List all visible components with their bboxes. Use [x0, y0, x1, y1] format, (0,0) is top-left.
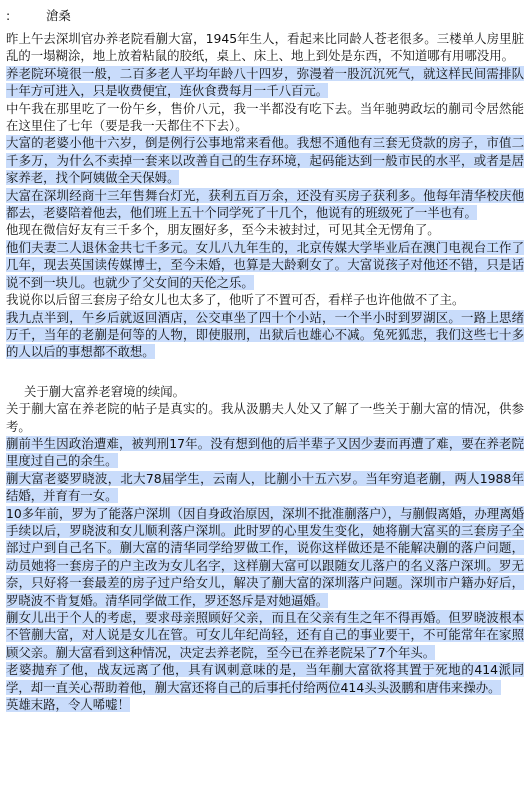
- document-title: 滄桑: [46, 8, 71, 23]
- paragraph-text: 英雄末路，令人唏嘘！: [6, 697, 130, 713]
- paragraph: [6, 505, 524, 609]
- paragraph: [6, 400, 524, 435]
- paragraph: [6, 239, 524, 291]
- paragraph: [6, 221, 524, 238]
- paragraph-text: 蒯前半生因政治遭难，被判刑17年。没有想到他的后半辈子又因少妻而再遭了难，要在养老院里度过自己的余生。: [6, 435, 524, 469]
- paragraph: [6, 100, 524, 135]
- paragraph-text: 老婆抛弃了他，战友远离了他，具有讽刺意味的是，当年蒯大富欲将其置于死地的414派同学，却一直关心帮助着他，蒯大富还将自己的后事托付给两位414头头汲鹏和唐伟来操办。: [6, 662, 524, 695]
- paragraph: [6, 661, 524, 696]
- paragraph-text: 昨上午去深圳官办养老院看蒯大富，1945年生人，看起来比同龄人苍老很多。三楼单人房里脏乱的一塌糊涂，地上放着粘鼠的胶纸，桌上、床上、地上到处是东西，不知道哪有用哪没用。: [6, 31, 524, 64]
- paragraph: [6, 470, 524, 505]
- paragraph: [6, 696, 524, 713]
- document-header: [6, 0, 524, 30]
- section-followup: [6, 400, 524, 713]
- header-marker: :: [6, 7, 11, 23]
- paragraph-text: 他现在微信好友有三千多个，朋友圈好多，至今未被封过，可见其全无愣角了。: [6, 222, 440, 238]
- section-subtitle: 关于蒯大富养老窘境的续闻。: [24, 383, 186, 399]
- paragraph-text: 10多年前，罗为了能落户深圳（因自身政治原因，深圳不批准蒯落户），与蒯假离婚，办理离婚手续以后，罗晓波和女儿顺利落户深圳。此时罗的心里发生变化，她将蒯大富买的三套房子全部过户到自己名下。蒯大富的清华同学给罗做工作，说你这样做还是不能解决蒯的落户问题，动员她将一套房子的户主改为女儿名字，这样蒯大富可以跟随女儿落户的名义落户深圳。罗无奈，只好将一套最差的房子过户给女儿，解决了蒯大富的深圳落户问题。深圳市户籍办好后，罗晓波不肯复婚。清华同学做工作，罗还怒斥是对她逼婚。: [6, 505, 524, 608]
- paragraph-text: 关于蒯大富在养老院的帖子是真实的。我从汲鹏夫人处又了解了一些关于蒯大富的情况，供参考。: [6, 401, 524, 434]
- paragraph: [6, 30, 524, 65]
- paragraph: [6, 609, 524, 661]
- paragraph-text: 蒯大富老婆罗晓波，北大78届学生，云南人，比蒯小十五六岁。当年穷追老蒯，两人1988年结婚，并育有一女。: [6, 470, 524, 504]
- paragraph-text: 蒯女儿出于个人的考虑，要求母亲照顾好父亲，而且在父亲有生之年不得再婚。但罗晓波根本不管蒯大富，对人说是女儿在管。可女儿年纪尚轻，还有自己的事业要干，不可能常年在家照顾父亲。蒯大富看到这种情况，决定去养老院，至今已在养老院呆了7个年头。: [6, 610, 524, 660]
- paragraph: [6, 65, 524, 100]
- paragraph-text: 我说你以后留三套房子给女儿也太多了，他听了不置可否，看样子也许他做不了主。: [6, 292, 465, 308]
- paragraph-text: 他们夫妻二人退休金共七千多元。女儿八九年生的，北京传媒大学毕业后在澳门电视台工作了几年，现去英国读传媒博士，至今未婚，也算是大龄剩女了。大富说孩子对他还不错，只是话说不到一块儿。也就少了父女间的天伦之乐。: [6, 239, 524, 290]
- paragraph-text: 我九点半到，午乡后就返回酒店，公交車坐了四十个小站，一个半小时到罗湖区。一路上思绪万千，当年的老蒯是何等的人物，即使服刑，出狱后也雄心不减。兔死狐悲，我们这些七十多的人以后的事想都不敢想。: [6, 309, 524, 360]
- paragraph: [6, 187, 524, 222]
- paragraph-text: 中午我在那里吃了一份午乡，售价八元，我一半都没有吃下去。当年驰骋政坛的蒯司令居然能在这里住了七年（要是我一天都住不下去）。: [6, 100, 524, 134]
- paragraph: [6, 291, 524, 308]
- section-gap: [6, 361, 524, 383]
- paragraph-text: 大富在深圳经商十三年售舞台灯光，获利五百万余，还没有买房子获利多。他每年清华校庆他都去，老婆陪着他去，他们班上五十个同学死了十几个，他说有的班级死了一半也有。: [6, 187, 524, 221]
- section-main: [6, 30, 524, 361]
- paragraph: [6, 435, 524, 470]
- paragraph: [6, 134, 524, 186]
- paragraph-text: 大富的老婆小他十六岁，倒是例行公事地常来看他。我想不通他有三套无贷款的房子，市值二千多万，为什么不卖掉一套来以改善自己的生存环境，起码能达到一般市民的水平，或者是居家养老，找个阿姨做全天保姆。: [6, 135, 524, 186]
- paragraph: [6, 309, 524, 361]
- paragraph-text: 养老院环境很一般，二百多老人平均年龄八十四岁，弥漫着一股沉沉死气，就这样民间需排队十年方可进入，只是收费便宜，连伙食费每月一千八百元。: [6, 65, 524, 99]
